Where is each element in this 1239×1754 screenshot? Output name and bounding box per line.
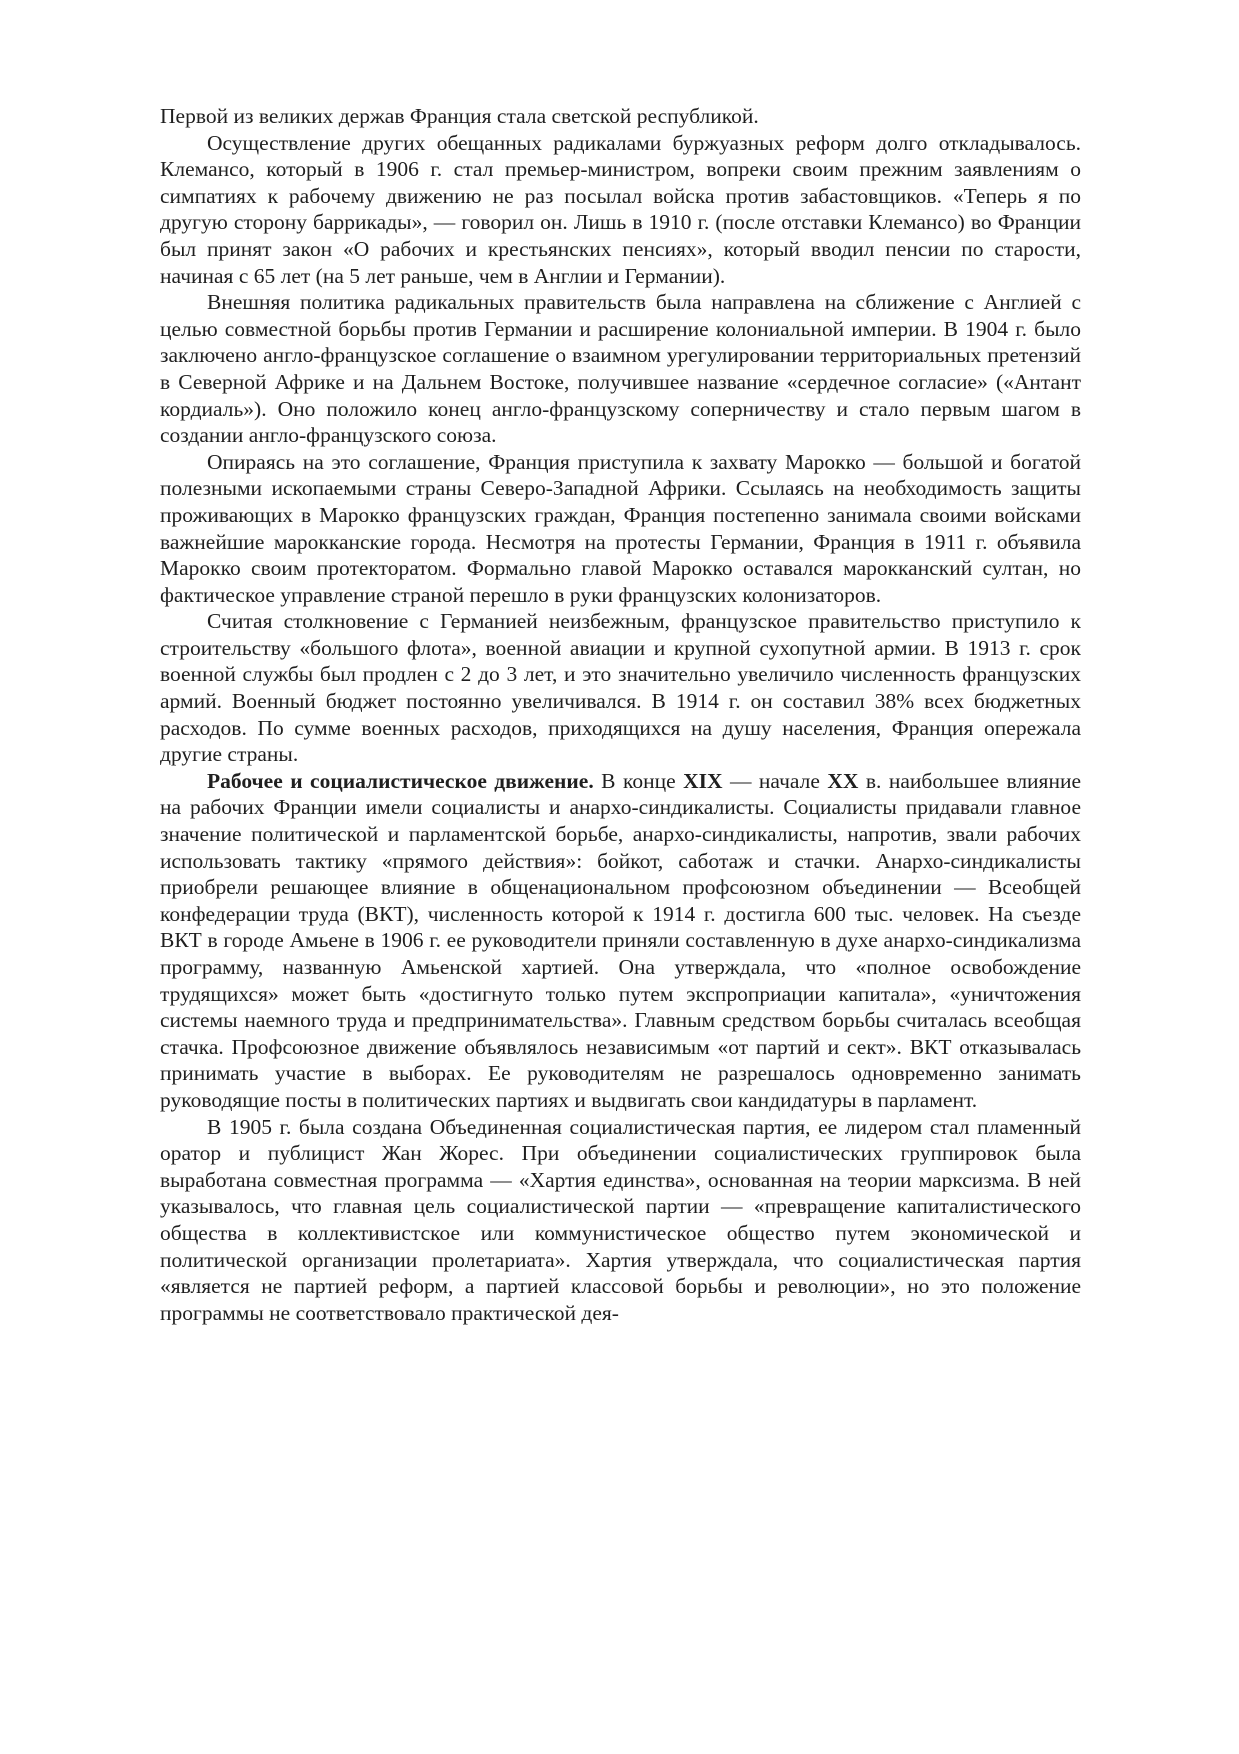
text-run: в. наибольшее влияние на рабочих Франции имели социалисты и анархо-синдикалисты. Социалисты придавали главное значение политической и парламентской борьбе, анархо-синдикалисты, напротив, звали рабочих использовать тактику «прямого действия»: бойкот, саботаж и стачки. Анархо-синдикалисты приобрели решающее влияние в общенациональном профсоюзном объединении — Всеобщей конфедерации труда (ВКТ), численность которой к 1914 г. достигла 600 тыс. человек. На съезде ВКТ в городе Амьене в 1906 г. ее руководители приняли составленную в духе анархо-синдикализма программу, названную Амьенской хартией. Она утверждала, что «полное освобождение трудящихся» может быть «достигнуто только путем экспроприации капитала», «уничтожения системы наемного труда и предпринимательства». Главным средством борьбы считалась всеобщая стачка. Профсоюзное движение объявлялось независимым «от партий и сект». ВКТ отказывалась принимать участие в выборах. Ее руководителям не разрешалось одновременно занимать руководящие посты в политических партиях и выдвигать свои кандидатуры в парламент. bbox=[160, 768, 1081, 1112]
text-run: Первой из великих держав Франция стала светской республикой. bbox=[160, 104, 759, 128]
paragraph bbox=[160, 449, 1081, 609]
text-run: В конце bbox=[593, 768, 684, 793]
paragraph bbox=[160, 103, 1081, 130]
bold-text-run: XIX bbox=[683, 768, 723, 793]
paragraph bbox=[160, 768, 1081, 1114]
text-run: Считая столкновение с Германией неизбежным, французское правительство приступило к строительству «большого флота», военной авиации и крупной сухопутной армии. В 1913 г. срок военной службы был продлен с 2 до 3 лет, и это значительно увеличило численность французских армий. Военный бюджет постоянно увеличивался. В 1914 г. он составил 38% всех бюджетных расходов. По сумме военных расходов, приходящихся на душу населения, Франция опережала другие страны. bbox=[160, 609, 1081, 767]
text-run: Внешняя политика радикальных правительств была направлена на сближение с Англией с целью совместной борьбы против Германии и расширение колониальной империи. В 1904 г. было заключено англо-французское соглашение о взаимном урегулировании территориальных претензий в Северной Африке и на Дальнем Востоке, получившее название «сердечное согласие» («Антант кордиаль»). Оно положило конец англо-французскому соперничеству и стало первым шагом в создании англо-французского союза. bbox=[160, 290, 1081, 448]
bold-text-run: XX bbox=[827, 768, 859, 793]
paragraph bbox=[160, 289, 1081, 449]
text-run: Осуществление других обещанных радикалами буржуазных реформ долго откладывалось. Клемансо, который в 1906 г. стал премьер-министром, вопреки своим прежним заявлениям о симпатиях к рабочему движению не раз посылал войска против забастовщиков. «Теперь я по другую сторону баррикады», — говорил он. Лишь в 1910 г. (после отставки Клемансо) во Франции был принят закон «О рабочих и крестьянских пенсиях», который вводил пенсии по старости, начиная с 65 лет (на 5 лет раньше, чем в Англии и Германии). bbox=[160, 130, 1081, 288]
text-run: — начале bbox=[722, 768, 828, 793]
paragraph bbox=[160, 130, 1081, 290]
text-block bbox=[160, 103, 1081, 1326]
paragraph bbox=[160, 1114, 1081, 1327]
text-run: Опираясь на это соглашение, Франция приступила к захвату Марокко — большой и богатой полезными ископаемыми страны Северо-Западной Африки. Ссылаясь на необходимость защиты проживающих в Марокко французских граждан, Франция постепенно занимала своими войсками важнейшие марокканские города. Несмотря на протесты Германии, Франция в 1911 г. объявила Марокко своим протекторатом. Формально главой Марокко оставался марокканский султан, но фактическое управление страной перешло в руки французских колонизаторов. bbox=[160, 449, 1081, 607]
bold-text-run: Рабочее и социалистическое движение. bbox=[207, 768, 594, 793]
paragraph bbox=[160, 608, 1081, 768]
text-run: В 1905 г. была создана Объединенная социалистическая партия, ее лидером стал пламенный оратор и публицист Жан Жорес. При объединении социалистических группировок была выработана совместная программа — «Хартия единства», основанная на теории марксизма. В ней указывалось, что главная цель социалистической партии — «превращение капиталистического общества в коллективистское или коммунистическое общество путем экономической и политической организации пролетариата». Хартия утверждала, что социалистическая партия «является не партией реформ, а партией классовой борьбы и революции», но это положение программы не соответствовало практической дея- bbox=[160, 1114, 1081, 1325]
